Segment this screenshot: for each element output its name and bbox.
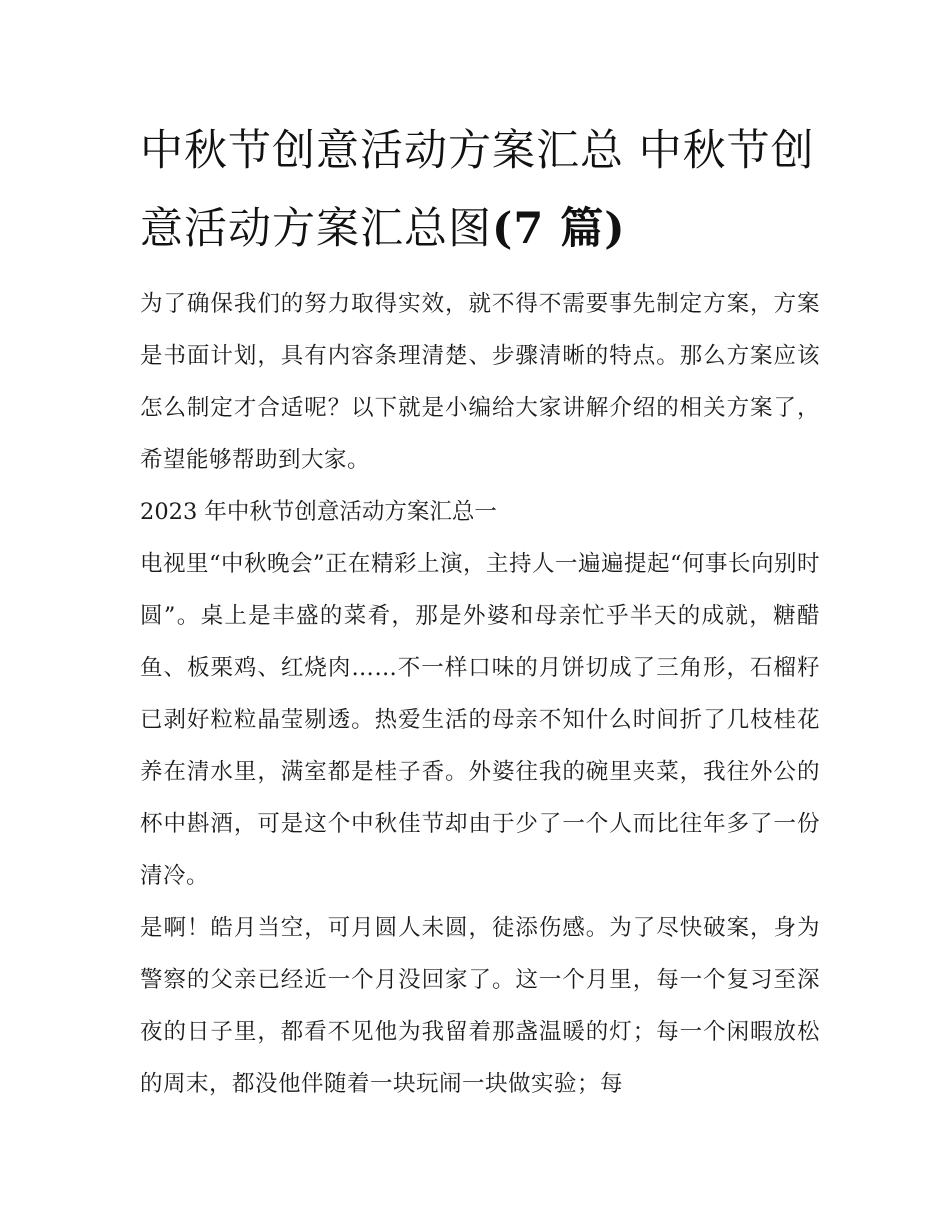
intro-paragraph: 为了确保我们的努力取得实效，就不得不需要事先制定方案，方案是书面计划，具有内容条理清楚、步骤清晰的特点。那么方案应该怎么制定才合适呢？以下就是小编给大家讲解介绍的相关方案了，希望能够帮助到大家。 <box>140 291 820 473</box>
document-page <box>140 112 820 1110</box>
section-heading: 2023 年中秋节创意活动方案汇总一 <box>140 499 497 525</box>
title-suffix: (7 篇) <box>492 204 626 254</box>
title-main: 中秋节创意活动方案汇总 中秋节创意活动方案汇总图 <box>140 126 815 254</box>
body-paragraph-2: 是啊！皓月当空，可月圆人未圆，徒添伤感。为了尽快破案，身为警察的父亲已经近一个月没回家了。这一个月里，每一个复习至深夜的日子里，都看不见他为我留着那盏温暖的灯；每一个闲暇放松的周末，都没他伴随着一块玩闹一块做实验；每 <box>140 915 820 1097</box>
document-title <box>140 112 820 268</box>
body-paragraph-1: 电视里“中秋晚会”正在精彩上演，主持人一遍遍提起“何事长向别时圆”。桌上是丰盛的菜肴，那是外婆和母亲忙乎半天的成就，糖醋鱼、板栗鸡、红烧肉……不一样口味的月饼切成了三角形，石榴籽已剥好粒粒晶莹剔透。热爱生活的母亲不知什么时间折了几枝桂花养在清水里，满室都是桂子香。外婆往我的碗里夹菜，我往外公的杯中斟酒，可是这个中秋佳节却由于少了一个人而比往年多了一份清冷。 <box>140 551 821 889</box>
